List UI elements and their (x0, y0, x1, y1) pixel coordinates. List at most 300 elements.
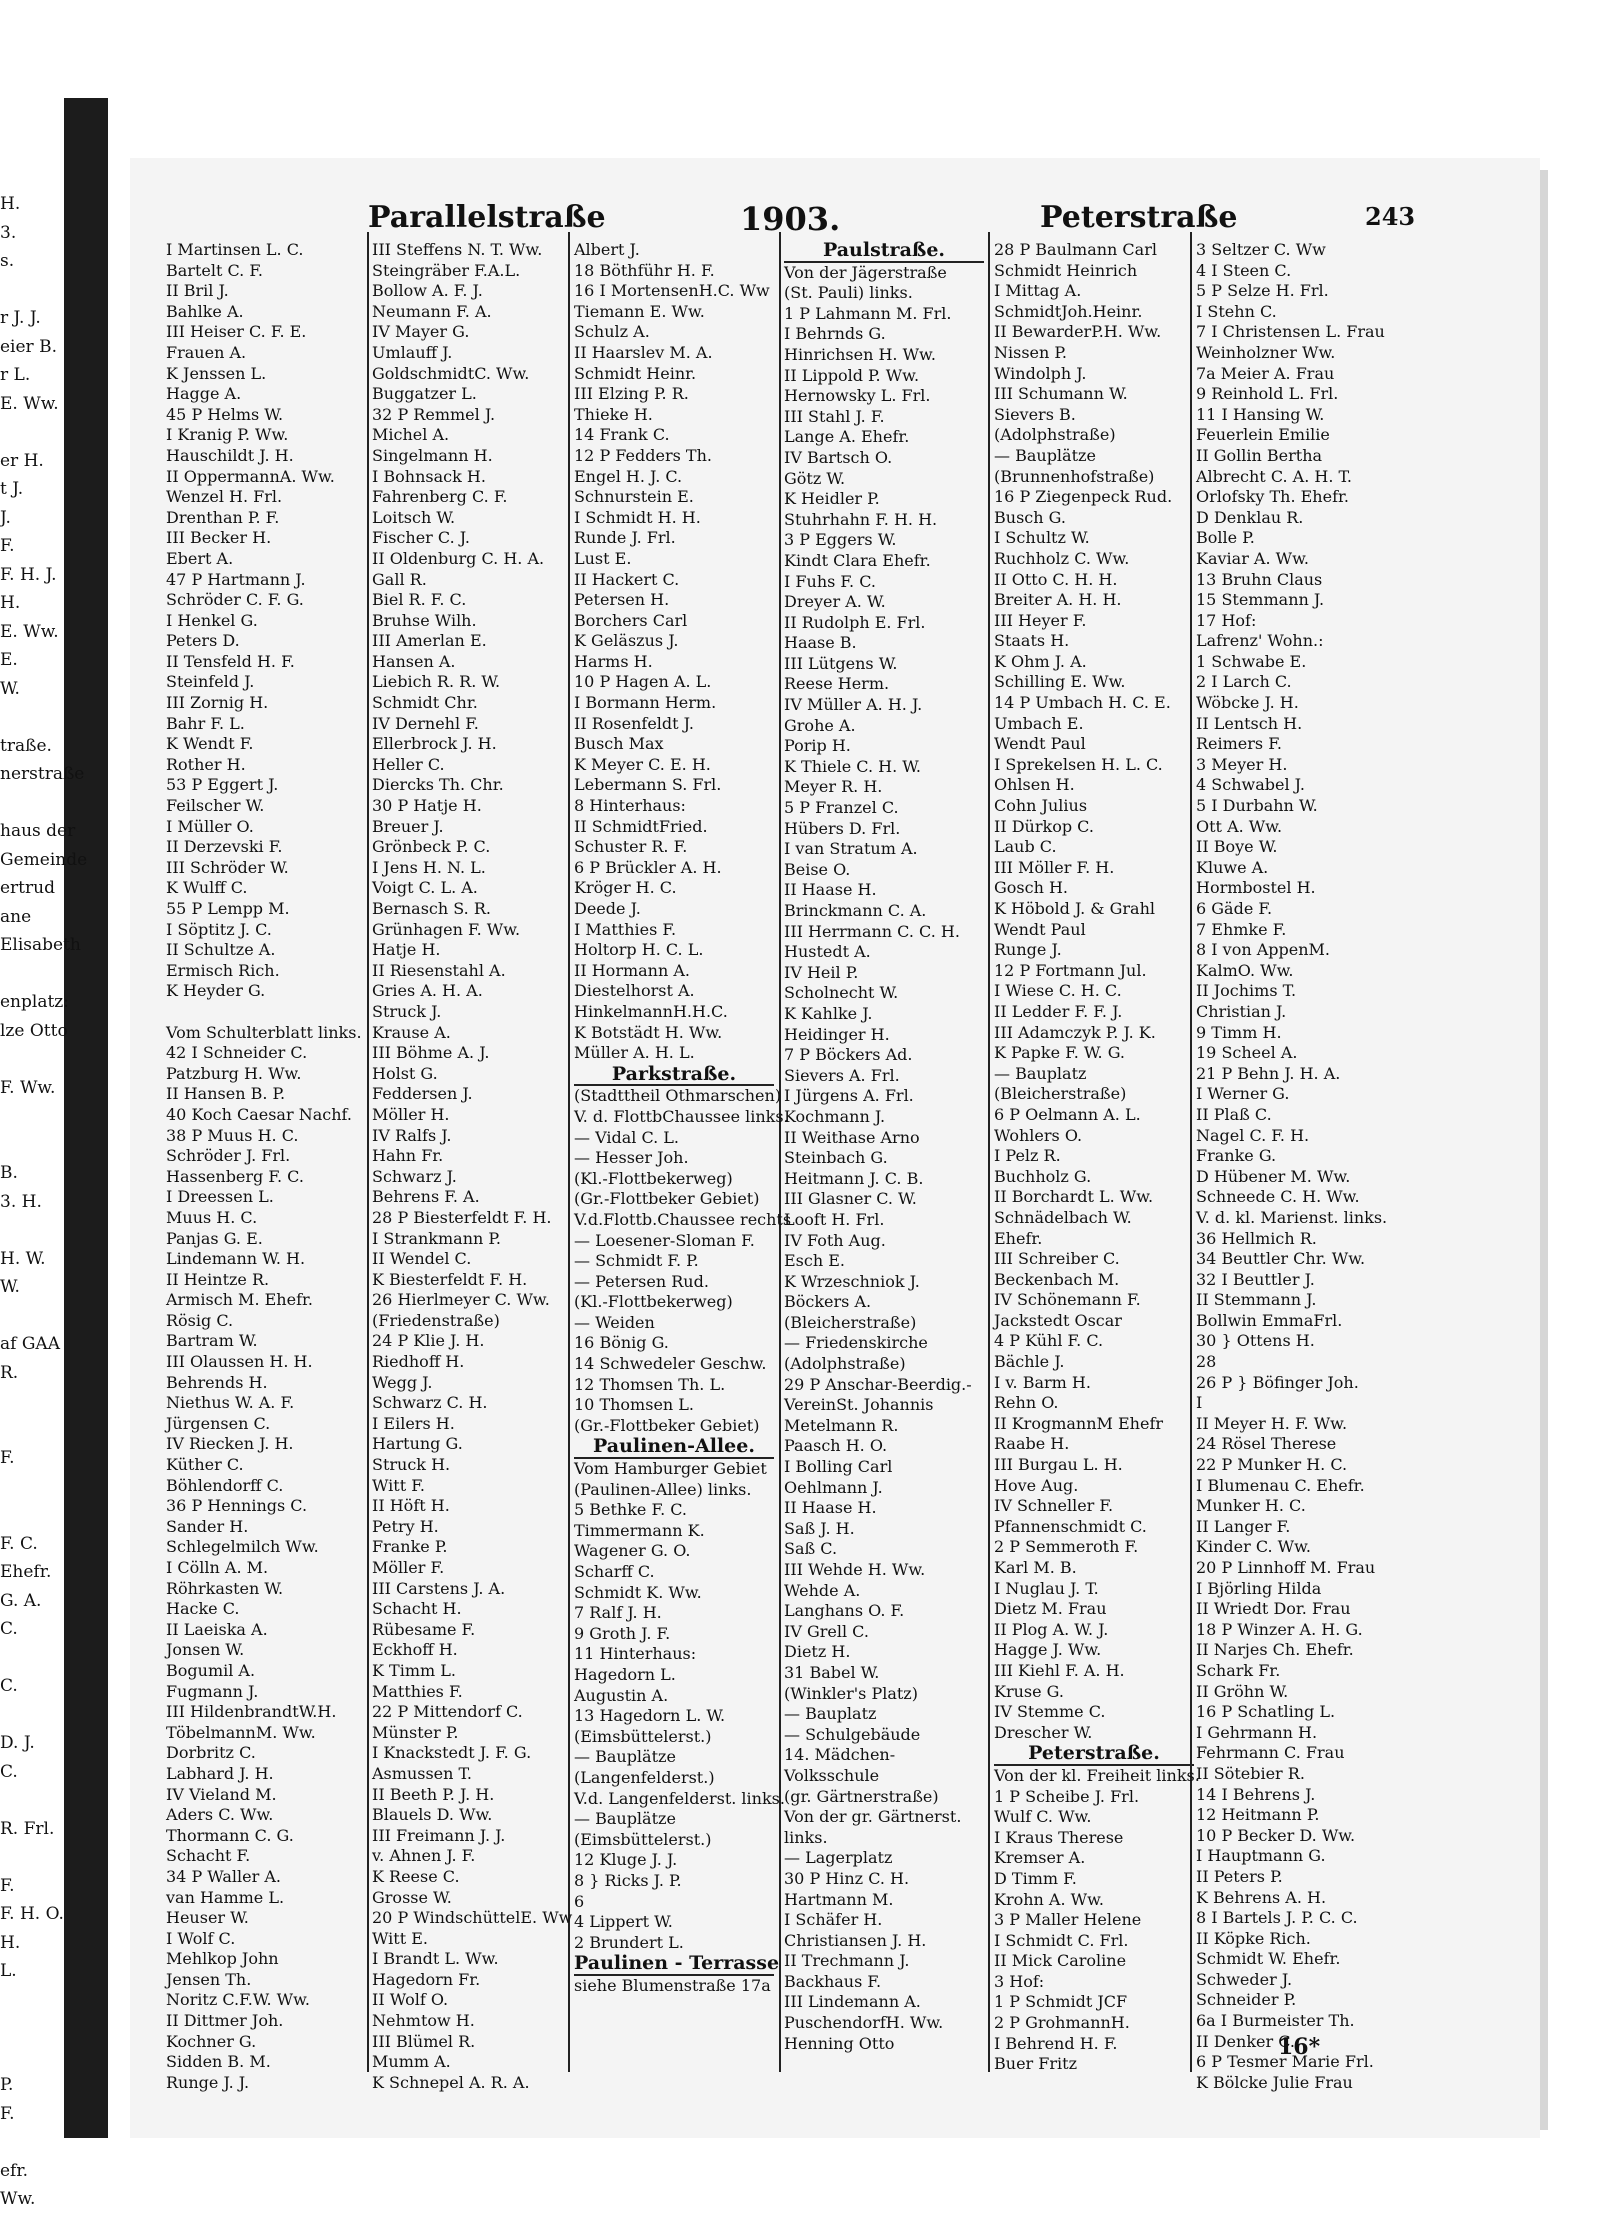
directory-entry: Noritz C.F.W. Ww. (166, 1990, 310, 2010)
directory-entry: 6a I Burmeister Th. (1196, 2011, 1355, 2031)
directory-entry: Beckenbach M. (994, 1269, 1120, 1289)
directory-entry: Steinbach G. (784, 1148, 888, 1168)
previous-page-edge-text: H. 3. s. r J. J. eier B. r L. E. Ww. er H. t J. J. F. F. H. J. H. E. Ww. E. W. traße. nerstraße haus der Gemeinde ertrud ane Elisabeth enplatz: lze Otto F. Ww. B. 3. H. H. W. W. af GAA R. F. F. C. Ehefr. G. A. C. C. D. J. C. R. Frl. F. F. H. O. H. L. P. F. efr. Ww. (0, 194, 88, 2209)
directory-entry: III Amerlan E. (372, 631, 487, 651)
directory-entry: Schmidt W. Ehefr. (1196, 1949, 1341, 1969)
directory-entry: 1 P Schmidt JCF (994, 1992, 1128, 2012)
directory-entry: II Rudolph E. Frl. (784, 612, 926, 632)
directory-entry: II Derzevski F. (166, 837, 283, 857)
directory-entry: I Müller O. (166, 816, 254, 836)
directory-entry: II Beeth P. J. H. (372, 1784, 495, 1804)
directory-entry: Karl M. B. (994, 1558, 1077, 1577)
directory-entry: II Plog A. W. J. (994, 1619, 1109, 1639)
directory-entry: Petersen H. (574, 590, 670, 610)
directory-entry: Fehrmann C. Frau (1196, 1743, 1345, 1763)
directory-entry: 31 Babel W. (784, 1662, 880, 1682)
directory-entry: Bahlke A. (166, 301, 244, 321)
directory-entry: I v. Barm H. (994, 1372, 1091, 1392)
directory-column-2 (372, 240, 573, 2092)
directory-entry: Buer Fritz (994, 2054, 1077, 2074)
directory-entry (166, 1002, 366, 1023)
directory-entry: II Mick Caroline (994, 1951, 1127, 1971)
header-right-street: Peterstraße (1040, 200, 1238, 235)
directory-entry: K Meyer C. E. H. (574, 754, 711, 774)
directory-entry: Lebermann S. Frl. (574, 775, 722, 795)
directory-entry: Runde J. Frl. (574, 528, 676, 548)
directory-entry: Saß C. (784, 1539, 838, 1559)
directory-entry: 17 Hof: (1196, 610, 1257, 630)
directory-entry: Schmidt K. Ww. (574, 1582, 702, 1602)
column-rule (367, 232, 369, 2072)
directory-entry: III Steffens N. T. Ww. (372, 240, 543, 259)
directory-entry: I (1196, 1393, 1203, 1413)
directory-entry: (Kl.-Flottbekerweg) (574, 1168, 733, 1188)
directory-entry: II Plaß C. (1196, 1104, 1272, 1124)
directory-entry: III Wehde H. Ww. (784, 1560, 926, 1579)
directory-entry: IV Schönemann F. (994, 1290, 1141, 1310)
directory-entry: III Lindemann A. (784, 1992, 921, 2012)
directory-entry: 18 Böthführ H. F. (574, 260, 715, 280)
directory-entry: I Eilers H. (372, 1413, 455, 1433)
directory-entry: III Burgau L. H. (994, 1455, 1123, 1475)
directory-entry: Backhaus F. (784, 1971, 882, 1991)
directory-entry: Grosse W. (372, 1887, 452, 1907)
header-year: 1903. (740, 200, 841, 238)
directory-entry: 45 P Helms W. (166, 404, 284, 424)
directory-entry: III Zornig H. (166, 693, 269, 713)
directory-entry: Aders C. Ww. (166, 1805, 274, 1825)
directory-entry: 14 I Behrens J. (1196, 1784, 1316, 1804)
directory-entry: 9 Groth J. F. (574, 1623, 671, 1643)
directory-entry: II Ledder F. F. J. (994, 1001, 1123, 1021)
directory-entry: Oehlmann J. (784, 1477, 883, 1497)
directory-entry: Schneede C. H. Ww. (1196, 1187, 1360, 1207)
directory-entry: Röhrkasten W. (166, 1578, 284, 1598)
directory-entry: D Denklau R. (1196, 507, 1304, 527)
directory-entry: Kremser A. (994, 1848, 1086, 1868)
directory-entry: Struck J. (372, 1001, 442, 1021)
directory-entry: Petry H. (372, 1516, 439, 1536)
directory-entry: 11 Hinterhaus: (574, 1644, 697, 1664)
directory-entry: Schuster R. F. (574, 837, 688, 857)
directory-entry: III Herrmann C. C. H. (784, 921, 960, 941)
directory-entry: Asmussen T. (372, 1763, 472, 1783)
directory-entry: II Oldenburg C. H. A. (372, 548, 545, 568)
directory-entry: I Dreessen L. (166, 1187, 274, 1207)
directory-entry: D Timm F. (994, 1868, 1077, 1888)
signature-mark: 16* (1278, 2034, 1321, 2060)
directory-entry: IV Stemme C. (994, 1702, 1106, 1722)
directory-entry: Möller F. (372, 1558, 445, 1577)
directory-entry: Schweder J. (1196, 1969, 1293, 1989)
directory-entry: II BewarderP.H. Ww. (994, 322, 1162, 342)
directory-entry: Mehlkop John (166, 1949, 279, 1969)
directory-entry: II Dittmer Joh. (166, 2011, 284, 2031)
header-left-street: Parallelstraße (368, 200, 606, 235)
directory-entry: (Adolphstraße) (784, 1354, 906, 1374)
directory-entry: Labhard J. H. (166, 1763, 274, 1783)
directory-entry: Bruhse Wilh. (372, 610, 477, 630)
directory-entry: Ebert A. (166, 548, 234, 568)
directory-entry: 8 Hinterhaus: (574, 796, 686, 816)
directory-entry: 5 P Selze H. Frl. (1196, 281, 1329, 301)
directory-entry: Nagel C. F. H. (1196, 1125, 1310, 1145)
directory-entry: Wendt Paul (994, 734, 1086, 754)
directory-entry: II Denker C. (1196, 2031, 1295, 2051)
directory-entry: Kochner G. (166, 2031, 257, 2051)
directory-entry: Ruchholz C. Ww. (994, 548, 1130, 568)
directory-entry: III Böhme A. J. (372, 1043, 490, 1063)
directory-entry: Christian J. (1196, 1001, 1287, 1021)
directory-entry: II Köpke Rich. (1196, 1928, 1311, 1948)
directory-entry: II Rosenfeldt J. (574, 713, 694, 733)
directory-entry: Saß J. H. (784, 1518, 855, 1538)
directory-entry: Fischer C. J. (372, 528, 470, 548)
directory-entry: 5 I Durbahn W. (1196, 796, 1318, 816)
column-rule (988, 232, 990, 2072)
directory-entry: Tiemann E. Ww. (574, 301, 705, 321)
directory-entry: Heitmann J. C. B. (784, 1168, 924, 1188)
directory-entry: Voigt C. L. A. (372, 878, 478, 898)
directory-entry: Holst G. (372, 1063, 438, 1083)
page-number: 243 (1365, 202, 1416, 231)
directory-entry: 38 P Muus H. C. (166, 1125, 299, 1145)
directory-entry: 30 } Ottens H. (1196, 1331, 1315, 1351)
directory-entry: 13 Bruhn Claus (1196, 569, 1323, 589)
directory-entry: 24 P Klie J. H. (372, 1331, 485, 1351)
directory-entry: — Schmidt F. P. (574, 1251, 699, 1271)
directory-entry: IV Riecken J. H. (166, 1434, 294, 1454)
directory-entry: (Eimsbüttelerst.) (574, 1726, 712, 1746)
directory-entry: Schulz A. (574, 322, 650, 342)
directory-entry: Nehmtow H. (372, 2011, 475, 2031)
directory-entry: Grünhagen F. Ww. (372, 919, 521, 939)
directory-entry: links. (784, 1827, 828, 1847)
directory-entry: Brinckmann C. A. (784, 901, 927, 920)
directory-entry: II Stemmann J. (1196, 1290, 1317, 1310)
directory-entry: II Lentsch H. (1196, 713, 1303, 733)
directory-entry: Schnädelbach W. (994, 1207, 1132, 1227)
directory-entry: I Matthies F. (574, 919, 677, 939)
directory-entry: Schlegelmilch Ww. (166, 1537, 319, 1557)
directory-entry: Kochmann J. (784, 1106, 886, 1126)
directory-entry: 6 Gäde F. (1196, 899, 1273, 918)
directory-entry: (Winkler's Platz) (784, 1683, 918, 1703)
directory-entry: Steinfeld J. (166, 672, 255, 692)
directory-entry: Fahrenberg C. F. (372, 487, 508, 507)
directory-entry: Dorbritz C. (166, 1743, 256, 1763)
directory-entry: Kluwe A. (1196, 857, 1269, 877)
directory-entry: v. Ahnen J. F. (372, 1846, 476, 1866)
directory-entry: Kaviar A. Ww. (1196, 548, 1309, 568)
directory-entry: II Narjes Ch. Ehefr. (1196, 1640, 1354, 1660)
directory-entry: Beise O. (784, 859, 851, 879)
directory-entry: Dietz H. (784, 1642, 851, 1662)
directory-entry: II Hormann A. (574, 960, 691, 980)
directory-entry: II Dürkop C. (994, 816, 1094, 836)
directory-entry: D Hübener M. Ww. (1196, 1166, 1351, 1186)
directory-entry: Behrends H. (166, 1372, 268, 1392)
directory-entry: Frauen A. (166, 342, 247, 362)
directory-entry: Franke G. (1196, 1146, 1277, 1166)
directory-entry: Neumann F. A. (372, 301, 492, 321)
directory-entry: Breiter A. H. H. (994, 590, 1122, 610)
directory-entry: I Bolling Carl (784, 1457, 893, 1477)
directory-entry: 32 P Remmel J. (372, 404, 496, 424)
directory-entry: V. d. FlottbChaussee links. (574, 1106, 789, 1126)
page-edge (1540, 170, 1548, 2130)
street-heading: Paulstraße. (784, 240, 984, 263)
directory-entry: 8 I von AppenM. (1196, 940, 1331, 960)
directory-entry: Peters D. (166, 631, 240, 651)
directory-entry: 9 Timm H. (1196, 1022, 1282, 1042)
directory-entry: I Jürgens A. Frl. (784, 1086, 914, 1106)
directory-entry: 3 P Eggers W. (784, 530, 897, 550)
directory-entry: Krohn A. Ww. (994, 1889, 1104, 1909)
directory-entry: Dietz M. Frau (994, 1599, 1107, 1619)
directory-entry: Jensen Th. (166, 1969, 252, 1989)
directory-entry: II Schultze A. (166, 940, 276, 960)
directory-entry: — Bauplatz (784, 1704, 877, 1724)
directory-entry: Heller C. (372, 754, 445, 774)
directory-entry: (Langenfelderst.) (574, 1767, 715, 1787)
directory-entry: Hove Aug. (994, 1475, 1079, 1495)
directory-entry: III Schreiber C. (994, 1249, 1120, 1269)
directory-entry: Heuser W. (166, 1908, 249, 1928)
directory-entry: Witt E. (372, 1928, 428, 1948)
directory-entry: 15 Stemmann J. (1196, 590, 1325, 610)
directory-column-6 (1196, 240, 1396, 2092)
directory-entry: II Hackert C. (574, 569, 680, 589)
directory-entry: Schneider P. (1196, 1990, 1297, 2010)
directory-entry: Wöbcke J. H. (1196, 693, 1299, 713)
directory-entry: 24 Rösel Therese (1196, 1434, 1337, 1454)
directory-entry: K Reese C. (372, 1866, 460, 1886)
directory-entry: siehe Blumenstraße 17a (574, 1975, 771, 1995)
directory-entry: 26 Hierlmeyer C. Ww. (372, 1290, 550, 1310)
directory-entry: III Schumann W. (994, 384, 1128, 404)
directory-entry: II Otto C. H. H. (994, 569, 1118, 589)
directory-entry: van Hamme L. (166, 1887, 285, 1907)
directory-entry: Busch G. (994, 507, 1066, 527)
directory-entry: Mumm A. (372, 2052, 451, 2072)
directory-entry: Reese Herm. (784, 674, 890, 694)
directory-entry: Staats H. (994, 631, 1070, 651)
directory-entry: Schilling E. Ww. (994, 672, 1126, 692)
running-header (360, 200, 1416, 244)
directory-entry: Dreyer A. W. (784, 592, 886, 612)
directory-entry: Biel R. F. C. (372, 590, 467, 610)
directory-entry: Behrens F. A. (372, 1187, 480, 1207)
street-heading: Peterstraße. (994, 1743, 1194, 1766)
directory-entry: Von der gr. Gärtnerst. (784, 1807, 962, 1827)
directory-entry: II Meyer H. F. Ww. (1196, 1413, 1348, 1433)
directory-entry: Niethus W. A. F. (166, 1393, 295, 1413)
directory-entry: 19 Scheel A. (1196, 1043, 1298, 1063)
street-heading: Parkstraße. (574, 1064, 774, 1087)
directory-entry: I Wiese C. H. C. (994, 981, 1122, 1001)
directory-entry: — Bauplätze (574, 1809, 676, 1829)
directory-entry: K Bölcke Julie Frau (1196, 2072, 1353, 2092)
directory-entry: II KrogmannM Ehefr (994, 1413, 1164, 1433)
directory-entry: 11 I Hansing W. (1196, 404, 1325, 424)
directory-entry: Borchers Carl (574, 610, 688, 630)
directory-entry: Hassenberg F. C. (166, 1166, 304, 1186)
directory-entry: Grohe A. (784, 715, 856, 735)
directory-entry: (gr. Gärtnerstraße) (784, 1786, 939, 1806)
directory-entry: II Heintze R. (166, 1269, 270, 1289)
directory-entry: III HildenbrandtW.H. (166, 1702, 337, 1722)
directory-entry: Holtorp H. C. L. (574, 940, 704, 960)
directory-entry: III Heiser C. F. E. (166, 322, 307, 342)
directory-entry: TöbelmannM. Ww. (166, 1722, 316, 1742)
directory-entry: Rübesame F. (372, 1619, 476, 1639)
directory-entry: II Weithase Arno (784, 1127, 920, 1147)
directory-entry: Bartram W. (166, 1331, 258, 1351)
directory-entry: Gosch H. (994, 878, 1069, 898)
directory-entry: Böhlendorff C. (166, 1475, 284, 1495)
directory-entry: 7 Ehmke F. (1196, 919, 1287, 939)
directory-entry: Wehde A. (784, 1580, 861, 1600)
directory-entry: 30 P Hinz C. H. (784, 1868, 910, 1888)
directory-entry: Müller A. H. L. (574, 1043, 695, 1063)
directory-entry: Hustedt A. (784, 942, 871, 962)
directory-entry: 18 P Winzer A. H. G. (1196, 1619, 1363, 1639)
directory-entry: Drenthan P. F. (166, 507, 280, 527)
directory-entry: Heidinger H. (784, 1024, 890, 1044)
directory-entry: IV Ralfs J. (372, 1125, 452, 1145)
directory-entry: (Adolphstraße) (994, 425, 1116, 445)
directory-entry: Ott A. Ww. (1196, 816, 1283, 836)
directory-entry: Diercks Th. Chr. (372, 775, 504, 795)
directory-entry: Vom Schulterblatt links. (166, 1022, 362, 1042)
directory-entry: (St. Pauli) links. (784, 283, 913, 303)
directory-entry: Wenzel H. Frl. (166, 487, 283, 507)
directory-entry: Michel A. (372, 425, 450, 445)
directory-entry: III Kiehl F. A. H. (994, 1660, 1125, 1680)
directory-entry: 47 P Hartmann J. (166, 569, 306, 589)
street-heading: Paulinen - Terrasse (574, 1952, 780, 1975)
directory-entry: I Cölln A. M. (166, 1558, 269, 1577)
directory-entry: 20 P Linnhoff M. Frau (1196, 1558, 1376, 1577)
directory-entry: II OppermannA. Ww. (166, 466, 335, 486)
directory-entry: Schacht H. (372, 1599, 462, 1619)
directory-entry: 12 P Fortmann Jul. (994, 960, 1147, 980)
directory-entry: II Wriedt Dor. Frau (1196, 1599, 1351, 1619)
directory-entry: I Behrnds G. (784, 324, 886, 344)
directory-entry: Bartelt C. F. (166, 260, 264, 280)
directory-entry: II Haase H. (784, 1498, 877, 1518)
directory-entry: Bernasch S. R. (372, 899, 491, 918)
directory-entry: Albert J. (574, 240, 640, 259)
directory-entry: K Wrzeschniok J. (784, 1271, 920, 1291)
directory-entry: III Stahl J. F. (784, 406, 885, 426)
directory-entry: III Becker H. (166, 528, 272, 548)
directory-entry: Engel H. J. C. (574, 466, 683, 486)
directory-entry: Kruse G. (994, 1681, 1064, 1701)
directory-entry: SchmidtJoh.Heinr. (994, 301, 1143, 321)
directory-entry: — Loesener-Sloman F. (574, 1230, 755, 1250)
directory-entry: 40 Koch Caesar Nachf. (166, 1104, 352, 1124)
directory-entry: V. d. kl. Marienst. links. (1196, 1207, 1388, 1227)
directory-entry: Hartung G. (372, 1434, 463, 1454)
directory-entry: K Botstädt H. Ww. (574, 1022, 723, 1042)
directory-entry: K Höbold J. & Grahl (994, 899, 1156, 918)
directory-entry: II Laeiska A. (166, 1619, 268, 1639)
directory-entry: II Tensfeld H. F. (166, 651, 295, 671)
directory-entry: II Jochims T. (1196, 981, 1297, 1001)
directory-entry: (Gr.-Flottbeker Gebiet) (574, 1189, 760, 1209)
directory-entry: 10 P Hagen A. L. (574, 672, 712, 692)
directory-entry: Timmermann K. (574, 1520, 705, 1540)
directory-entry: 26 P } Böfinger Joh. (1196, 1372, 1359, 1392)
directory-entry: 16 P Ziegenpeck Rud. (994, 487, 1173, 507)
directory-entry: Drescher W. (994, 1722, 1093, 1742)
directory-entry: III Glasner C. W. (784, 1189, 917, 1209)
directory-entry: Hauschildt J. H. (166, 445, 294, 465)
directory-entry: Kinder C. Ww. (1196, 1537, 1311, 1557)
directory-entry: Feilscher W. (166, 796, 265, 816)
directory-entry: 30 P Hatje H. (372, 796, 482, 816)
directory-entry: — Schulgebäude (784, 1724, 921, 1744)
directory-entry: I Schmidt C. Frl. (994, 1930, 1129, 1950)
directory-entry: (Bleicherstraße) (784, 1312, 917, 1332)
directory-entry: Jürgensen C. (166, 1413, 271, 1433)
directory-entry: Schmidt Heinr. (574, 363, 697, 383)
directory-entry: K Jenssen L. (166, 363, 267, 383)
directory-entry: Münster P. (372, 1722, 459, 1742)
directory-entry: 36 Hellmich R. (1196, 1228, 1317, 1248)
directory-entry: Deede J. (574, 899, 641, 918)
directory-entry: Schwarz C. H. (372, 1393, 488, 1413)
directory-entry: 9 Reinhold L. Frl. (1196, 384, 1339, 404)
directory-entry: Sidden B. M. (166, 2052, 271, 2072)
directory-entry: Bogumil A. (166, 1660, 256, 1680)
directory-entry: Krause A. (372, 1022, 451, 1042)
directory-entry: Hahn Fr. (372, 1146, 444, 1166)
directory-entry: 6 P Brückler A. H. (574, 857, 722, 877)
directory-entry: I Fuhs F. C. (784, 571, 876, 591)
directory-entry: II Haarslev M. A. (574, 342, 713, 362)
directory-entry: I Brandt L. Ww. (372, 1949, 499, 1969)
directory-entry: I Wolf C. (166, 1928, 236, 1948)
directory-entry: I Schmidt H. H. (574, 507, 701, 527)
directory-entry: — Weiden (574, 1312, 655, 1332)
directory-entry: III Freimann J. J. (372, 1825, 506, 1845)
directory-entry: 14. Mädchen- (784, 1745, 896, 1765)
directory-entry: 3 Meyer H. (1196, 754, 1288, 774)
directory-entry: Runge J. (994, 940, 1062, 960)
directory-entry: Küther C. (166, 1455, 244, 1475)
directory-entry: K Schnepel A. R. A. (372, 2072, 530, 2092)
directory-entry: Böckers A. (784, 1292, 872, 1312)
directory-entry: 36 P Hennings C. (166, 1496, 308, 1516)
directory-entry: Henning Otto (784, 2033, 895, 2053)
directory-entry: IV Schneller F. (994, 1496, 1114, 1516)
directory-entry: I Pelz R. (994, 1146, 1061, 1166)
directory-entry: 14 Frank C. (574, 425, 670, 445)
directory-entry: Lafrenz' Wohn.: (1196, 631, 1324, 651)
directory-entry: Bollwin EmmaFrl. (1196, 1310, 1343, 1330)
directory-entry: Bollow A. F. J. (372, 281, 483, 301)
directory-entry: Umlauff J. (372, 342, 453, 362)
directory-entry: 3 Seltzer C. Ww (1196, 240, 1326, 259)
directory-entry: Windolph J. (994, 363, 1087, 383)
directory-column-1 (166, 240, 366, 2092)
directory-entry: Raabe H. (994, 1434, 1070, 1454)
directory-entry: II Peters P. (1196, 1866, 1283, 1886)
directory-entry: II Höft H. (372, 1496, 450, 1516)
